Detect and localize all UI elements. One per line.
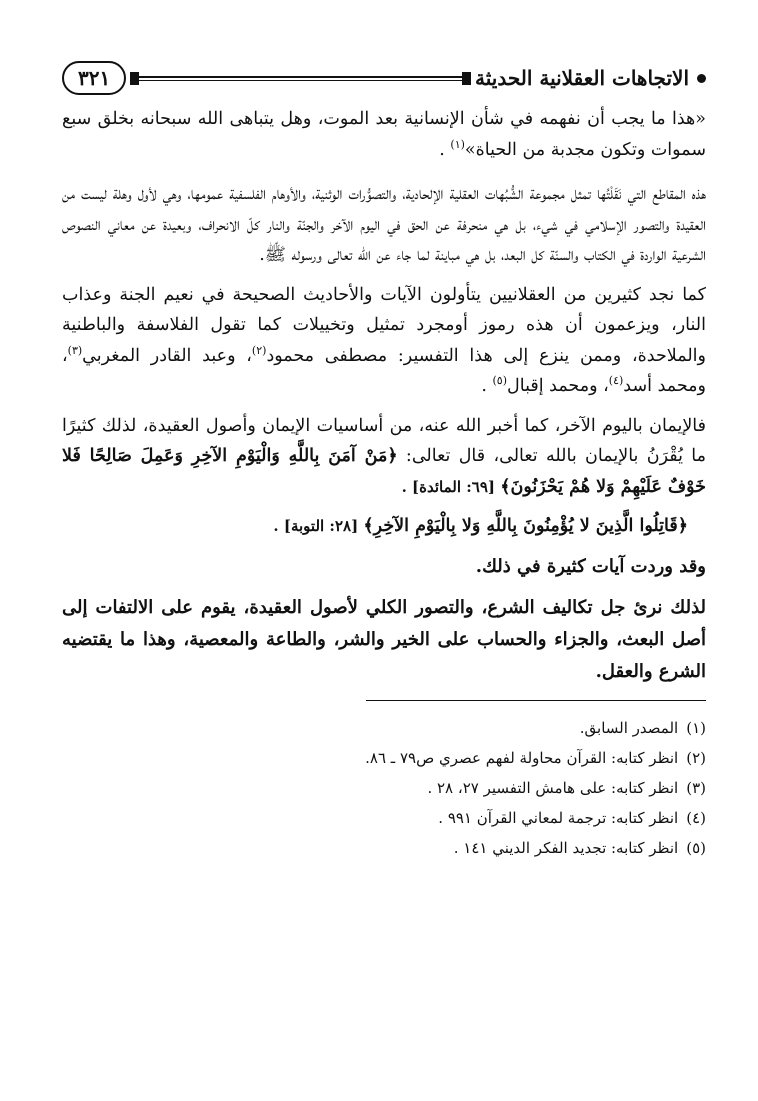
footnote-number: (٤): [686, 808, 706, 827]
paragraph-2: هذه المقاطع التي نَقَلْتُها تمثل مجموعة الشُّبُهات العقلية الإلحادية، والتصوُّرات الوثنية، والأوهام الفلسفية عمومها، وهي لأول وهلة ليست من العقيدة والتصور الإسلامي في شيء، بل هي منحرفة عن الحق في اليوم الآخر والجنّة والنار كلّ الانحراف، وبعيدة عن معاني النصوص الشرعية الواردة في الكتاب والسنّة كل البعد، بل هي مباينة لما جاء عن الله تعالى ورسوله ﷺ.: [62, 184, 706, 265]
footnote-item: [62, 743, 706, 773]
text-run: فالإيمان باليوم الآخر، كما أخبر الله عنه، من أساسيات الإيمان وأصول العقيدة، لذلك كثيرًا ما يُقْرَنُ بالإيمان بالله تعالى، قال تعالى:: [62, 415, 706, 466]
verse-reference: [٢٨: التوبة] .: [273, 517, 364, 535]
text-run: كما نجد كثيرين من العقلانيين يتأولون الآيات والأحاديث الصحيحة في نعيم الجنة وعذاب النار، ويزعمون أن هذه رموز أومجرد تمثيل وتخييلات كما تقول الفلاسفة والباطنية والملاحدة، وممن ينزع إلى هذا التفسير: مصطفى محمود: [62, 284, 706, 366]
paragraph-7: لذلك نرئ جل تكاليف الشرع، والتصور الكلي لأصول العقيدة، يقوم على الالتفات إلى أصل البعث، والجزاء والحساب على الخير والشر، والطاعة والمعصية، وهذا ما يقتضيه الشرع والعقل.: [62, 596, 706, 682]
verse-reference: [٦٩: المائدة] .: [401, 477, 501, 496]
square-ornament-icon: [130, 72, 139, 85]
running-title: الاتجاهات العقلانية الحديثة: [475, 66, 689, 90]
footnote-number: (٢): [686, 748, 706, 767]
quote-text: «هذا ما يجب أن نفهمه في شأن الإنسانية بعد الموت، وهل يتباهى الله سبحانه بخلق سبع سموات وتكون مجدبة من الحياة»: [62, 109, 706, 160]
footnote-text: انظر كتابه: القرآن محاولة لفهم عصري ص٧٩ ـ ٨٦.: [365, 748, 679, 767]
quran-verse: ﴿مَنْ آمَنَ بِاللَّهِ وَالْيَوْمِ الآخِرِ وَعَمِلَ صَالِحًا فَلا خَوْفٌ عَلَيْهِمْ وَلا هُمْ يَحْزَنُونَ﴾: [62, 446, 706, 497]
footnote-ref: (٥): [492, 374, 508, 388]
footnote-ref: (٤): [608, 374, 624, 388]
footnotes: [62, 713, 706, 863]
running-header: [62, 58, 706, 98]
footnote-ref: (٢): [251, 343, 267, 357]
footnote-number: (٣): [686, 778, 706, 797]
footnote-item: [62, 773, 706, 803]
footnote-item: [62, 833, 706, 863]
quran-verse: ﴿قَاتِلُوا الَّذِينَ لا يُؤْمِنُونَ بِاللَّهِ وَلا بِالْيَوْمِ الآخِرِ﴾: [363, 516, 688, 536]
paragraph-3: [62, 280, 706, 402]
bullet-icon: [697, 74, 706, 83]
footnote-text: انظر كتابه: على هامش التفسير ٢٧، ٢٨ .: [427, 778, 679, 797]
footnote-number: (٥): [686, 838, 706, 857]
paragraph-6: وقد وردت آيات كثيرة في ذلك.: [475, 555, 706, 577]
footnote-item: [62, 713, 706, 743]
text-run: ، وعبد القادر المغربي: [82, 345, 252, 366]
square-ornament-icon: [462, 72, 471, 85]
footnote-ref: (١): [450, 137, 465, 151]
double-rule: [139, 76, 462, 81]
paragraph-4: [62, 411, 706, 503]
paragraph-5: [62, 511, 706, 542]
punctuation: .: [481, 376, 493, 396]
footnote-number: (١): [686, 718, 706, 737]
page-number: ٣٢١: [62, 61, 126, 95]
text-run: ، ومحمد أسد: [62, 345, 706, 396]
footnote-ref: (٣): [67, 343, 83, 357]
footnote-item: [62, 803, 706, 833]
quote-paragraph: [62, 104, 706, 165]
footnote-divider: [366, 700, 706, 701]
footnote-text: انظر كتابه: تجديد الفكر الديني ١٤١ .: [453, 838, 679, 857]
punctuation: .: [439, 139, 451, 160]
body-text: [62, 104, 706, 688]
footnote-text: المصدر السابق.: [579, 718, 679, 737]
text-run: ، ومحمد إقبال: [507, 376, 609, 396]
header-rule: [130, 72, 471, 85]
footnote-text: انظر كتابه: ترجمة لمعاني القرآن ٩٩١ .: [438, 808, 679, 827]
